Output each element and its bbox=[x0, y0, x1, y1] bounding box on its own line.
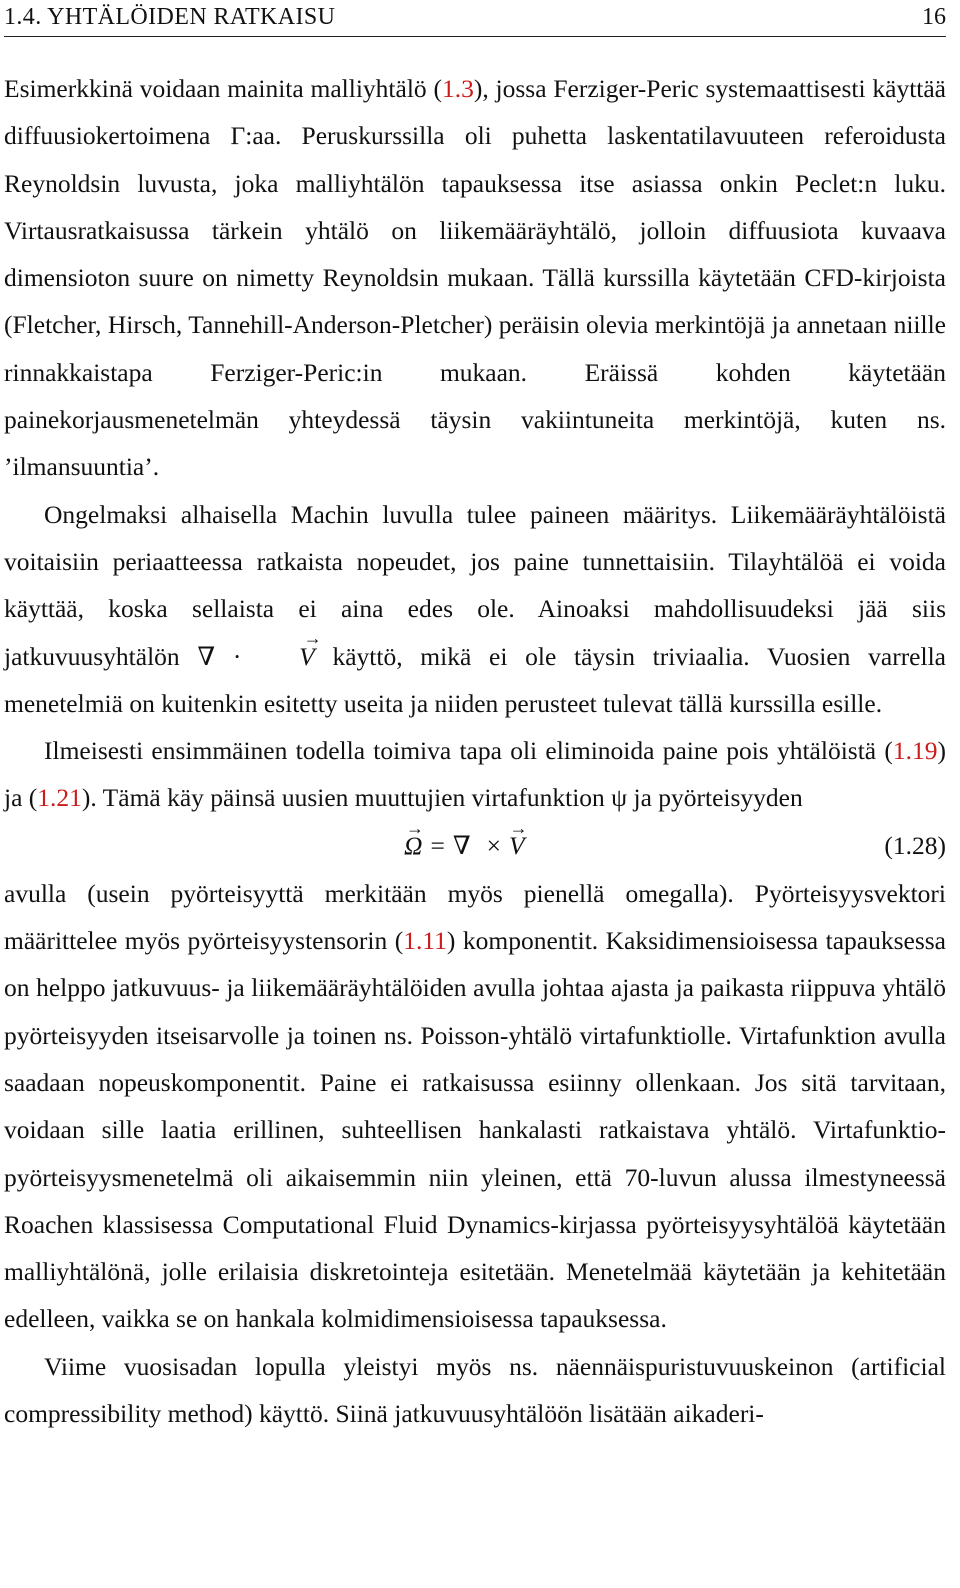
section-title: 1.4. YHTÄLÖIDEN RATKAISU bbox=[4, 4, 336, 30]
paragraph-2 bbox=[4, 491, 946, 727]
equation-reference-link[interactable]: 1.3 bbox=[441, 74, 474, 103]
equals-sign: = bbox=[430, 830, 445, 860]
text-run: käyttö, mikä ei ole täysin triviaalia. Vuosien varrella menetelmiä on kuitenkin esitetty useita ja niiden perusteet tulevat tällä kurssilla esille. bbox=[4, 641, 946, 718]
paragraph-3 bbox=[4, 727, 946, 822]
text-run: ). Tämä käy päinsä uusien muuttujien virtafunktion ψ ja pyörteisyyden bbox=[81, 783, 803, 813]
equation-reference-link[interactable]: 1.21 bbox=[37, 783, 82, 813]
text-run: Ilmeisesti ensimmäinen todella toimiva tapa oli eliminoida paine pois yhtälöistä ( bbox=[44, 736, 893, 766]
paragraph-4 bbox=[4, 870, 946, 1343]
text-run: ) ja ( bbox=[4, 736, 946, 813]
equation-formula bbox=[404, 822, 525, 870]
vorticity-vector-symbol: → Ω bbox=[404, 822, 422, 870]
velocity-vector-symbol: → V bbox=[259, 633, 315, 680]
text-run: avulla (usein pyörteisyyttä merkitään myös pienellä omegalla). Pyörteisyysvektori määrittelee myös pyörteisyystensorin ( bbox=[4, 878, 946, 956]
running-header bbox=[4, 0, 946, 37]
body-text bbox=[4, 65, 946, 1437]
text-run: ) komponentit. Kaksidimensioisessa tapauksessa on helppo jatkuvuus- ja liikemääräyhtälöiden avulla johtaa ajasta ja paikasta riippuva yhtälö pyörteisyyden itseisarvolle ja toinen ns. Poisson-yhtälö virtafunktiolle. Virtafunktion avulla saadaan nopeuskomponentit. Paine ei ratkaisussa esiinny ollenkaan. Jos sitä tarvitaan, voidaan sille laatia erillinen, suhteellisen hankalasti ratkaistava yhtälö. Virtafunktio-pyörteisyysmenetelmä oli aikaisemmin niin yleinen, että 70-luvun alussa ilmestyneessä Roachen klassisessa Computational Fluid Dynamics-kirjassa pyörteisyysyhtälöä käytetään malliyhtälönä, jolle erilaisia diskretointeja esitetään. Menetelmää käytetään ja kehitetään edelleen, vaikka se on hankala kolmidimensioisessa tapauksessa. bbox=[4, 926, 946, 1334]
paragraph-1 bbox=[4, 65, 946, 491]
equation-reference-link[interactable]: 1.11 bbox=[403, 926, 447, 956]
velocity-vector-symbol: → V bbox=[509, 822, 525, 870]
equation-number: (1.28) bbox=[884, 830, 946, 860]
text-run: Esimerkkinä voidaan mainita malliyhtälö ( bbox=[4, 74, 442, 103]
equation-reference-link[interactable]: 1.19 bbox=[892, 736, 938, 766]
text-run: Viime vuosisadan lopulla yleistyi myös ns. näennäispuristuvuuskeinon (artificial compressibility method) käyttö. Siinä jatkuvuusyhtälöön lisätään aikaderi- bbox=[4, 1351, 946, 1429]
cross-product-symbol: × bbox=[486, 830, 502, 860]
text-run: ), jossa Ferziger-Peric systemaattisesti käyttää diffuusiokertoimena Γ:aa. Peruskurssilla oli puhetta laskentatilavuuteen referoidusta Reynoldsin luvusta, joka malliyhtälön tapauksessa itse asiassa onkin Peclet:n luku. Virtausratkaisussa tärkein yhtälö on liikemääräyhtälö, jolloin diffuusiota kuvaava dimensioton suure on nimetty Reynoldsin mukaan. Tällä kurssilla käytetään CFD-kirjoista (Fletcher, Hirsch, Tannehill-Anderson-Pletcher) peräisin olevia merkintöjä ja annetaan niille rinnakkaistapa Ferziger-Peric:in mukaan. Eräissä kohden käytetään painekorjausmenetelmän yhteydessä täysin vakiintuneita merkintöjä, kuten ns. ’ilmansuuntia’. bbox=[4, 74, 946, 482]
page-number: 16 bbox=[922, 4, 946, 30]
display-equation bbox=[4, 822, 946, 870]
paragraph-5 bbox=[4, 1343, 946, 1438]
text-run: Ongelmaksi alhaisella Machin luvulla tulee paineen määritys. Liikemääräyhtälöistä voitaisiin periaatteessa ratkaista nopeudet, jos paine tunnettaisiin. Tilayhtälöä ei voida käyttää, koska sellaista ei aina edes ole. Ainoaksi mahdollisuudeksi jää siis jatkuvuusyhtälön ∇ · bbox=[4, 499, 946, 671]
nabla-symbol: ∇ bbox=[452, 830, 471, 860]
